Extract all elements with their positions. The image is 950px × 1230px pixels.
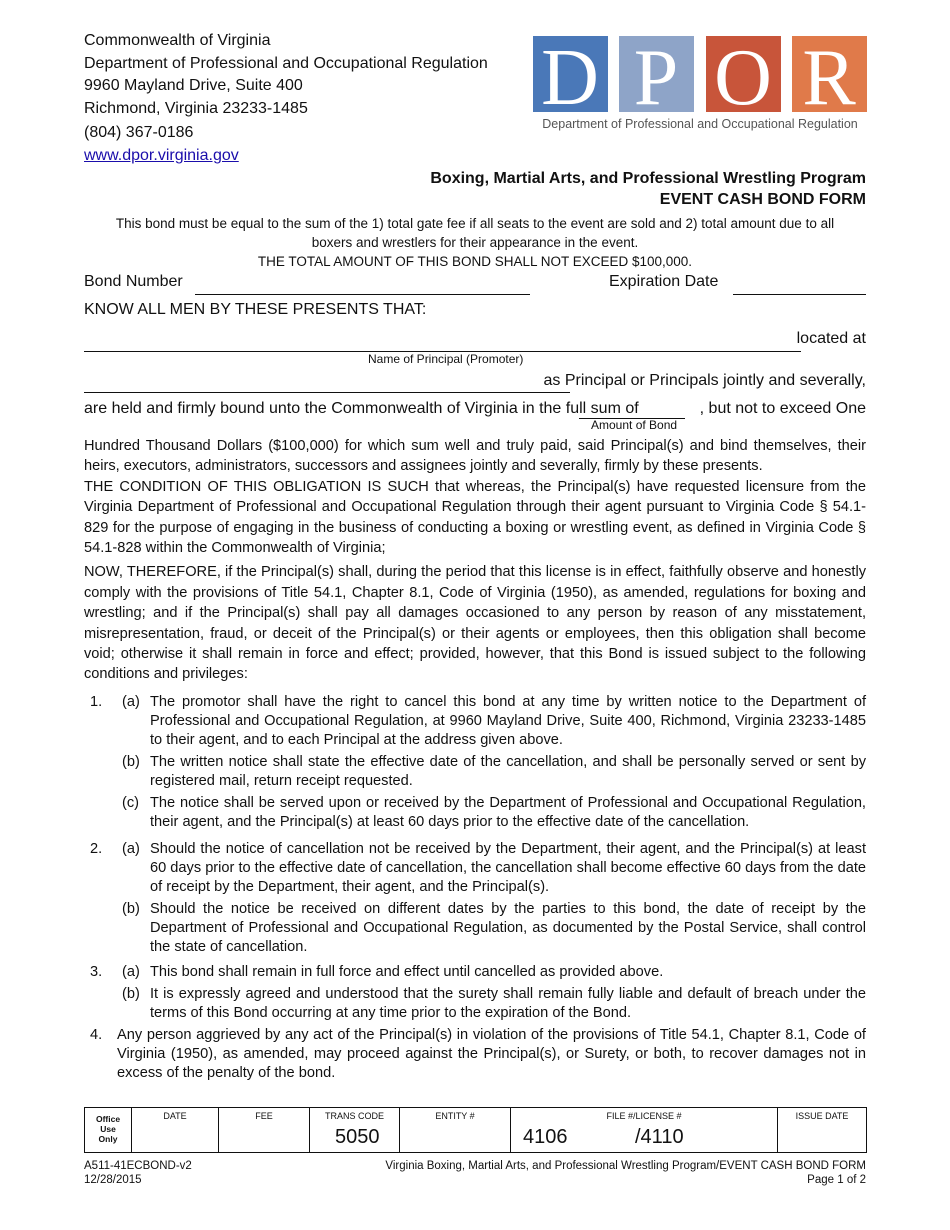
agency-line-3: 9960 Mayland Drive, Suite 400 <box>84 77 303 94</box>
condition-letter: (c) <box>122 795 140 811</box>
form-title: EVENT CASH BOND FORM <box>659 191 866 208</box>
principal-address-field[interactable] <box>84 392 570 393</box>
trans-code-cell[interactable] <box>310 1108 400 1153</box>
expiration-date-field[interactable] <box>733 294 866 295</box>
condition-text: This bond shall remain in full force and effect until cancelled as provided above. <box>150 964 664 980</box>
bond-number-field[interactable] <box>195 294 530 295</box>
condition-1a <box>84 693 866 750</box>
condition-letter: (a) <box>122 694 140 710</box>
amount-of-bond-caption: Amount of Bond <box>591 418 678 432</box>
condition-number: 2. <box>90 841 103 857</box>
dpor-logo-graphic <box>533 36 867 136</box>
agency-line-1: Commonwealth of Virginia <box>84 32 271 49</box>
condition-text: Any person aggrieved by any act of the Principal(s) in violation of the provisions of Title 54.1, Chapter 8.1, Code of Virginia (1950), as amended, may proceed against the Principal(s), or Surety, or both, to recover damages not in excess of the penalty of the bond. <box>117 1027 866 1081</box>
fee-header: FEE <box>255 1111 273 1121</box>
date-header: DATE <box>163 1111 187 1121</box>
condition-2a <box>84 840 866 897</box>
condition-text: Should the notice of cancellation not be received by the Department, their agent, and the Principal(s) at least 60 days prior to the effective date of cancellation, the cancellation shall become effective 60 days from the date of receipt by the Department, their agent, and the Principal(s). <box>150 841 866 895</box>
condition-4 <box>84 1026 866 1083</box>
condition-letter: (a) <box>122 841 140 857</box>
program-title-block <box>430 168 866 210</box>
issue-date-header: ISSUE DATE <box>795 1111 849 1121</box>
office-use-table <box>84 1107 867 1153</box>
logo-letter-o: O <box>714 36 772 122</box>
condition-letter: (a) <box>122 964 140 980</box>
trans-code-value: 5050 <box>335 1126 380 1148</box>
as-principal-label: as Principal or Principals jointly and severally, <box>543 372 866 389</box>
condition-1c <box>84 794 866 832</box>
intro-text <box>84 214 866 271</box>
agency-address-block <box>84 30 488 167</box>
form-date: 12/28/2015 <box>84 1174 142 1186</box>
entity-header: ENTITY # <box>435 1111 475 1121</box>
condition-number: 1. <box>90 694 103 710</box>
principal-name-caption: Name of Principal (Promoter) <box>368 352 524 366</box>
only-label: Only <box>98 1134 118 1144</box>
logo-letter-r: R <box>802 36 856 122</box>
date-cell[interactable] <box>132 1108 219 1153</box>
agency-line-2: Department of Professional and Occupational Regulation <box>84 54 488 72</box>
office-label: Office <box>95 1114 121 1124</box>
bond-number-label: Bond Number <box>84 273 183 290</box>
condition-3a <box>84 963 866 982</box>
located-at-label: located at <box>796 330 866 347</box>
bond-body <box>84 436 866 689</box>
condition-text: The notice shall be served upon or received by the Department of Professional and Occupational Regulation, their agent, and the Principal(s) at least 60 days prior to the effective date of the cancellation. <box>150 795 866 830</box>
file-license-cell[interactable] <box>511 1108 778 1153</box>
agency-phone: (804) 367-0186 <box>84 124 194 141</box>
condition-text: The promotor shall have the right to cancel this bond at any time by written notice to the Department of Professional and Occupational Regulation, at 9960 Mayland Drive, Suite 400, Richmond, Virginia 23233-1485 to their agent, and to each Principal at the address given above. <box>150 694 866 748</box>
entity-cell[interactable] <box>400 1108 511 1153</box>
program-title: Boxing, Martial Arts, and Professional Wrestling Program <box>430 170 866 187</box>
not-exceed-label: , but not to exceed One <box>699 400 866 417</box>
agency-website-link[interactable]: www.dpor.virginia.gov <box>84 146 239 164</box>
condition-3b <box>84 985 866 1023</box>
logo-letter-p: P <box>633 36 679 122</box>
file-license-header: FILE #/LICENSE # <box>606 1111 682 1121</box>
intro-limit: THE TOTAL AMOUNT OF THIS BOND SHALL NOT EXCEED $100,000. <box>257 254 693 269</box>
office-use-label-cell <box>85 1108 132 1153</box>
file-number-value: 4106 <box>523 1126 568 1148</box>
condition-number: 4. <box>90 1027 103 1043</box>
expiration-date-label: Expiration Date <box>609 273 719 290</box>
fee-cell[interactable] <box>219 1108 310 1153</box>
dpor-logo <box>533 36 867 136</box>
footer-right <box>385 1159 866 1187</box>
condition-letter: (b) <box>122 901 140 917</box>
condition-letter: (b) <box>122 986 140 1002</box>
footer-form-title: Virginia Boxing, Martial Arts, and Professional Wrestling Program/EVENT CASH BOND FORM <box>385 1160 866 1172</box>
condition-letter: (b) <box>122 754 140 770</box>
conditions-list <box>84 693 866 1086</box>
condition-text: The written notice shall state the effective date of the cancellation, and shall be personally served or sent by registered mail, return receipt requested. <box>150 754 866 789</box>
footer-left <box>84 1159 192 1187</box>
license-number-value: /4110 <box>635 1126 684 1148</box>
held-bound-label: are held and firmly bound unto the Commonwealth of Virginia in the full sum of <box>84 400 639 417</box>
intro-description: This bond must be equal to the sum of the 1) total gate fee if all seats to the event are sold and 2) total amount due to all boxers and wrestlers for their appearance in the event. <box>115 216 835 250</box>
condition-text: It is expressly agreed and understood that the surety shall remain fully liable and default of breach under the terms of this Bond occurring at any time prior to the expiration of the Bond. <box>150 986 866 1021</box>
agency-line-4: Richmond, Virginia 23233-1485 <box>84 99 308 117</box>
body-paragraph-1: Hundred Thousand Dollars ($100,000) for which sum well and truly paid, said Principal(s) and bind themselves, their heirs, executors, administrators, successors and assignees jointly and severally, firmly by these presents. <box>84 438 866 475</box>
body-paragraph-2: THE CONDITION OF THIS OBLIGATION IS SUCH that whereas, the Principal(s) have requested licensure from the Virginia Department of Professional and Occupational Regulation through their agent pursuant to Virginia Code § 54.1-829 for the purpose of engaging in the business of conducting a boxing or wrestling event, as defined in Virginia Code § 54.1-828 within the Commonwealth of Virginia; <box>84 478 866 557</box>
condition-number: 3. <box>90 964 103 980</box>
issue-date-cell[interactable] <box>778 1108 867 1153</box>
form-id: A511-41ECBOND-v2 <box>84 1160 192 1172</box>
page-number: Page 1 of 2 <box>807 1174 866 1186</box>
use-label: Use <box>100 1124 116 1134</box>
logo-letter-d: D <box>541 36 599 122</box>
body-paragraph-3: NOW, THEREFORE, if the Principal(s) shall, during the period that this license is in effect, faithfully observe and honestly comply with the provisions of Title 54.1, Chapter 8.1, Code of Virginia (1950), as amended, regulations for boxing and wrestling; and if the Principal(s) shall pay all damages occasioned to any person by reason of any misstatement, misrepresentation, fraud, or deceit of the Principal(s) or their agents or employees, then this obligation shall become void; otherwise it shall remain in force and effect; provided, however, that this Bond is issued subject to the following conditions and privileges: <box>84 564 866 683</box>
condition-1b <box>84 753 866 791</box>
trans-code-header: TRANS CODE <box>324 1111 384 1121</box>
condition-2b <box>84 900 866 957</box>
condition-text: Should the notice be received on different dates by the parties to this bond, the date of receipt by the Department of Professional and Occupational Regulation, as documented by the Postal Service, shall control the state of cancellation. <box>150 901 866 955</box>
logo-caption: Department of Professional and Occupational Regulation <box>542 117 858 131</box>
know-all-men-heading: KNOW ALL MEN BY THESE PRESENTS THAT: <box>84 301 427 318</box>
